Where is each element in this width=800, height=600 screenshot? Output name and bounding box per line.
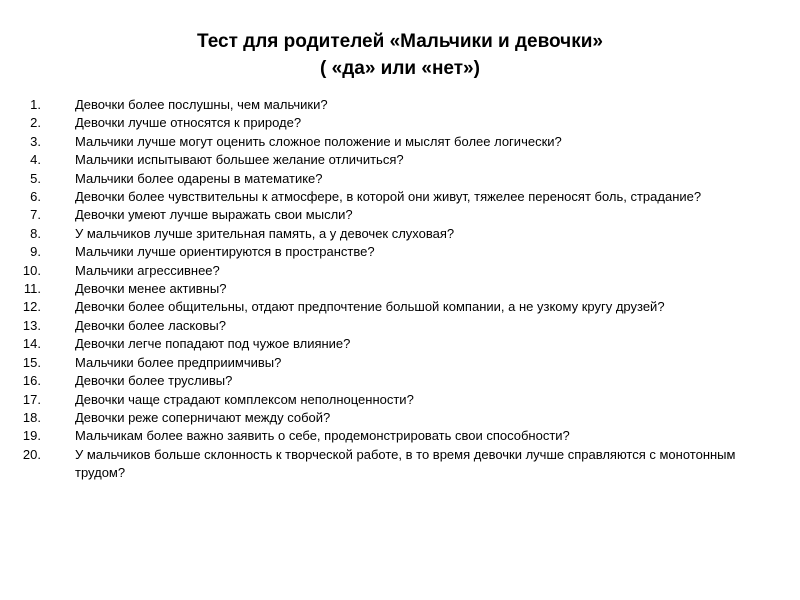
question-text: Мальчики лучше могут оценить сложное положение и мыслят более логически? xyxy=(75,133,562,149)
question-text: Мальчики испытывают большее желание отличиться? xyxy=(75,152,404,168)
question-item xyxy=(0,133,775,151)
question-item xyxy=(0,170,775,188)
title-line-1: Тест для родителей «Мальчики и девочки» xyxy=(197,31,603,52)
question-text: Девочки более послушны, чем мальчики? xyxy=(75,97,328,112)
question-text: Мальчики более одарены в математике? xyxy=(75,170,323,186)
question-number: 13. xyxy=(22,317,41,333)
question-item xyxy=(0,225,775,243)
question-number: 6. xyxy=(30,189,41,205)
question-item xyxy=(0,188,775,206)
question-text: Девочки более ласковы? xyxy=(75,317,226,333)
question-text: Девочки менее активны? xyxy=(75,281,227,297)
question-item xyxy=(0,280,775,298)
question-item xyxy=(0,262,775,280)
question-number: 17. xyxy=(22,391,41,407)
question-number: 8. xyxy=(30,225,41,241)
question-text: Мальчики лучше ориентируются в пространстве? xyxy=(75,244,375,260)
question-text: Девочки реже соперничают между собой? xyxy=(75,409,331,425)
question-text: Мальчики более предприимчивы? xyxy=(75,354,282,370)
question-number: 19. xyxy=(22,428,41,444)
question-number: 1. xyxy=(30,97,41,112)
question-number: 7. xyxy=(30,207,41,223)
question-text: Девочки лучше относятся к природе? xyxy=(75,115,302,131)
question-item xyxy=(0,206,775,224)
question-number: 20. xyxy=(22,446,41,462)
question-text: У мальчиков больше склонность к творческой работе, в то время девочки лучше справляются с монотонным трудом? xyxy=(75,446,736,481)
question-item xyxy=(0,151,775,169)
question-item xyxy=(0,96,775,114)
question-item xyxy=(0,243,775,261)
question-item xyxy=(0,114,775,132)
question-item xyxy=(0,335,775,353)
question-number: 12. xyxy=(22,299,41,315)
question-number: 5. xyxy=(30,170,41,186)
question-item xyxy=(0,317,775,335)
question-number: 18. xyxy=(22,409,41,425)
question-item xyxy=(0,409,775,427)
question-number: 14. xyxy=(22,336,41,352)
question-item xyxy=(0,446,775,483)
question-text: Девочки более трусливы? xyxy=(75,373,233,389)
title-line-2: ( «да» или «нет») xyxy=(320,58,480,79)
question-list xyxy=(0,96,800,483)
question-number: 11. xyxy=(23,281,41,297)
question-item xyxy=(0,372,775,390)
question-number: 10. xyxy=(22,262,41,278)
question-number: 3. xyxy=(30,133,41,149)
slide-title xyxy=(0,28,800,82)
question-item xyxy=(0,298,775,316)
question-text: Мальчикам более важно заявить о себе, продемонстрировать свои способности? xyxy=(75,428,570,444)
question-number: 16. xyxy=(22,373,41,389)
question-item xyxy=(0,354,775,372)
question-text: Девочки легче попадают под чужое влияние? xyxy=(75,336,351,352)
question-text: Девочки умеют лучше выражать свои мысли? xyxy=(75,207,353,223)
question-item xyxy=(0,391,775,409)
question-number: 9. xyxy=(30,244,41,260)
question-text: Девочки чаще страдают комплексом неполноценности? xyxy=(75,391,414,407)
question-number: 2. xyxy=(30,115,41,131)
question-text: У мальчиков лучше зрительная память, а у девочек слуховая? xyxy=(75,225,455,241)
question-text: Девочки более чувствительны к атмосфере, в которой они живут, тяжелее переносят боль, страдание? xyxy=(75,189,702,205)
question-text: Мальчики агрессивнее? xyxy=(75,262,220,278)
question-item xyxy=(0,427,775,445)
question-text: Девочки более общительны, отдают предпочтение большой компании, а не узкому кругу друзей? xyxy=(75,299,665,315)
question-number: 15. xyxy=(22,354,41,370)
question-number: 4. xyxy=(30,152,41,168)
